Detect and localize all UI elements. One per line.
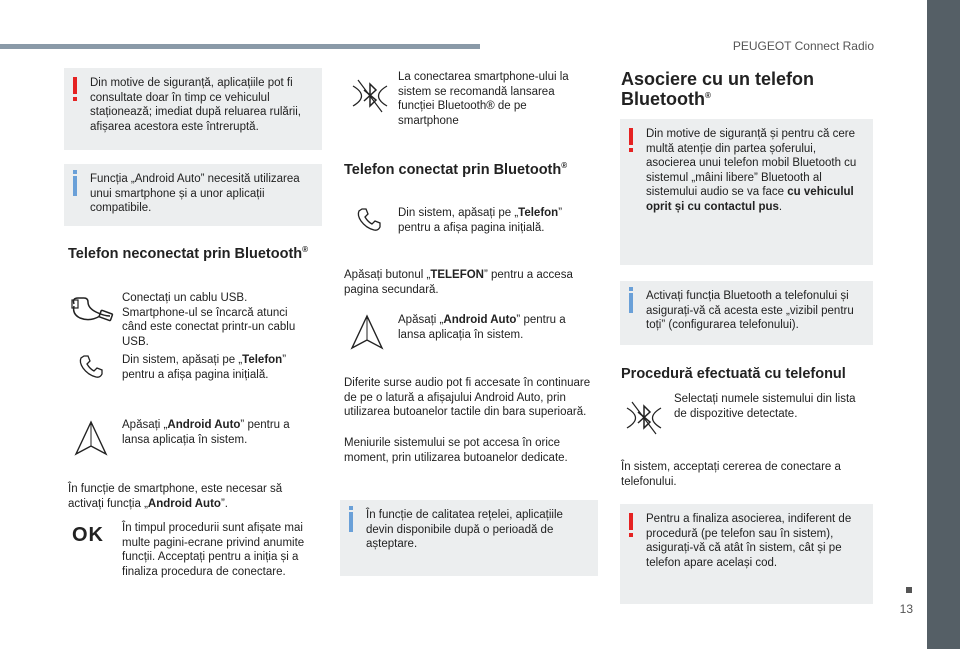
phone-icon xyxy=(356,207,382,233)
step-ok-text: În timpul procedurii sunt afișate mai multe pagini-ecrane privind anumite funcții. Acceptați pentru a iniția și a finaliza procedura de conectare. xyxy=(122,522,305,578)
info-icon xyxy=(73,176,77,196)
warning-icon xyxy=(629,128,633,145)
android-auto-icon xyxy=(350,314,384,350)
section-heading: Telefon conectat prin Bluetooth® xyxy=(344,161,568,178)
bluetooth-icon xyxy=(350,76,390,116)
warning-box xyxy=(620,504,873,604)
info-text: Funcția „Android Auto” necesită utilizarea unui smartphone și a unor aplicații compatibile. xyxy=(90,173,300,214)
paragraph: Meniurile sistemului se pot accesa în orice moment, prin utilizarea butoanelor dedicate. xyxy=(344,437,568,464)
info-icon xyxy=(629,293,633,313)
warning-text: Pentru a finaliza asocierea, indiferent de procedură (pe telefon sau în sistem), asigurați-vă că atât în sistem, cât și pe telefon apare același cod. xyxy=(646,513,852,569)
page-edge-strip xyxy=(927,0,960,649)
section-heading: Telefon neconectat prin Bluetooth® xyxy=(68,245,309,262)
running-header: PEUGEOT Connect Radio xyxy=(732,39,874,53)
paragraph: În sistem, acceptați cererea de conectare a telefonului. xyxy=(621,461,841,488)
step-bluetooth-text: Selectați numele sistemului din lista de dispozitive detectate. xyxy=(674,393,856,420)
info-box xyxy=(620,281,873,345)
warning-icon xyxy=(73,77,77,94)
warning-text: Din motive de siguranță și pentru că cere multă atenție din partea șoferului, asocierea unui telefon mobil Bluetooth cu sistemul „mâini libere” Bluetooth al sistemului audio se va face cu vehiculul oprit și cu contactul pus. xyxy=(646,128,857,213)
step-android-auto-text: Apăsați „Android Auto” pentru a lansa aplicația în sistem. xyxy=(122,419,290,446)
android-auto-icon xyxy=(74,420,108,456)
usb-cable-icon xyxy=(70,294,116,326)
page-number: 13 xyxy=(899,602,913,616)
info-box xyxy=(340,500,598,576)
ok-label: OK xyxy=(72,524,104,546)
paragraph: În funcție de smartphone, este necesar să activați funcția „Android Auto”. xyxy=(68,483,283,510)
step-bluetooth-text: La conectarea smartphone-ului la sistem se recomandă lansarea funcției Bluetooth® de pe smartphone xyxy=(398,71,569,127)
warning-box xyxy=(64,68,322,150)
paragraph: Apăsați butonul „TELEFON” pentru a accesa pagina secundară. xyxy=(344,269,573,296)
info-text: Activați funcția Bluetooth a telefonului și asigurați-vă că acesta este „vizibil pentru toți” (configurarea telefonului). xyxy=(646,290,854,331)
info-icon xyxy=(349,512,353,532)
bluetooth-icon xyxy=(624,398,664,438)
warning-icon xyxy=(629,513,633,530)
top-rule xyxy=(0,44,480,49)
step-phone-text: Din sistem, apăsați pe „Telefon” pentru a afișa pagina inițială. xyxy=(398,207,563,234)
warning-text: Din motive de siguranță, aplicațiile pot fi consultate doar în timp ce vehiculul staționează; imediat după reluarea rulării, afișarea acestora este întreruptă. xyxy=(90,77,301,133)
info-box xyxy=(64,164,322,226)
info-text: În funcție de calitatea rețelei, aplicațiile devin disponibile după o perioadă de așteptare. xyxy=(366,509,563,550)
continuation-marker xyxy=(906,587,912,593)
step-usb-text: Conectați un cablu USB. Smartphone-ul se încarcă atunci când este conectat printr-un cablu USB. xyxy=(122,292,296,348)
paragraph: Diferite surse audio pot fi accesate în continuare de pe o latură a afișajului Android Auto, prin utilizarea butoanelor tactile din bara superioară. xyxy=(344,377,591,418)
section-heading: Asociere cu un telefon Bluetooth® xyxy=(621,69,815,109)
section-heading: Procedură efectuată cu telefonul xyxy=(621,366,846,382)
warning-box xyxy=(620,119,873,265)
step-phone-text: Din sistem, apăsați pe „Telefon” pentru a afișa pagina inițială. xyxy=(122,354,287,381)
step-android-auto-text: Apăsați „Android Auto” pentru a lansa aplicația în sistem. xyxy=(398,314,566,341)
phone-icon xyxy=(78,354,104,380)
